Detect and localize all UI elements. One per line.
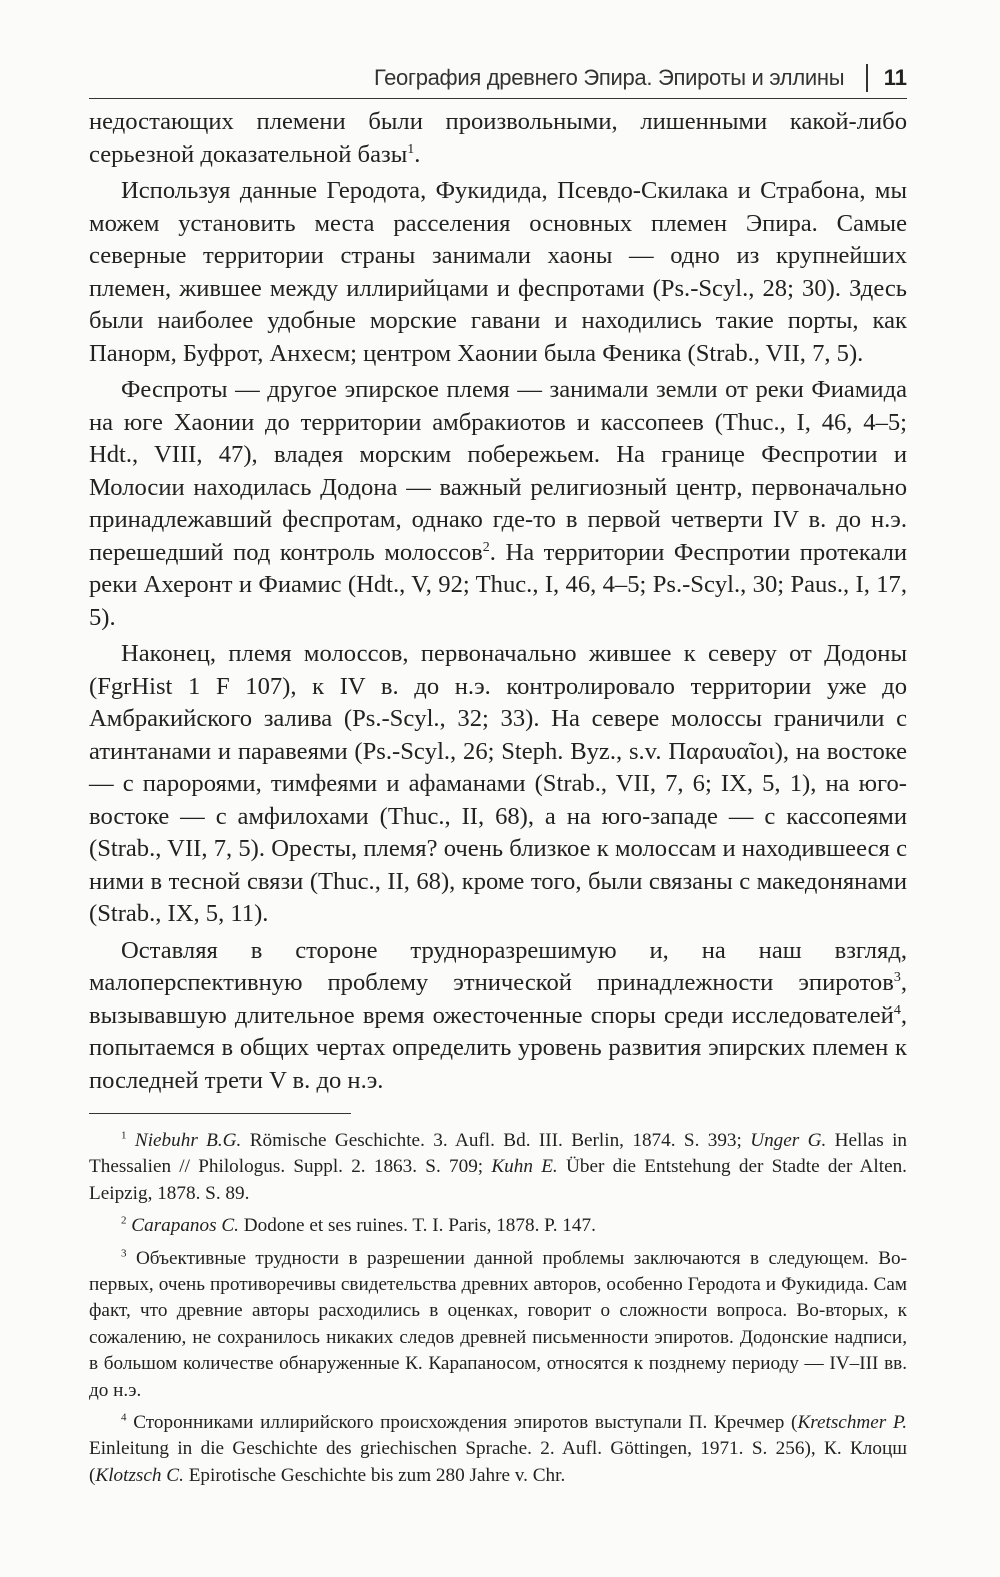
paragraph bbox=[89, 374, 907, 634]
running-head: География древнего Эпира. Эпироты и эллины bbox=[373, 65, 845, 90]
paragraph: Наконец, племя молоссов, первоначально жившее к северу от Додоны (FgrHist 1 F 107), к IV в. до н.э. контролировало территории уже до Амбракийского залива (Ps.-Scyl., 32; 33). На севере молоссы граничили с атинтанами и паравеями (Ps.-Scyl., 26; Steph. Byz., s.v. Παραυαῖοι), на востоке — с паророями, тимфеями и афаманами (Strab., VII, 7, 6; IX, 5, 1), на юго-востоке — с амфилохами (Thuc., II, 68), а на юго-западе — с кассопеями (Strab., VII, 7, 5). Оресты, племя? очень близкое к молоссам и находившееся с ними в тесной связи (Thuc., II, 68), кроме того, были связаны с македонянами (Strab., IX, 5, 11). bbox=[89, 640, 907, 927]
page-number: 11 bbox=[883, 65, 907, 90]
footnote-number: 3 bbox=[121, 1247, 127, 1260]
footnote-ref-4: 4 bbox=[893, 1002, 901, 1018]
author-name: Unger G. bbox=[750, 1130, 827, 1151]
footnote-4 bbox=[89, 1410, 907, 1489]
page-header bbox=[89, 58, 907, 99]
citation-text: Hellas in Thessalien // Philologus. Suppl. 2. 1863. S. 709; bbox=[89, 1130, 907, 1178]
footnote-2 bbox=[89, 1213, 907, 1239]
paragraph-text: , вызывавшую длительное время ожесточенные споры среди исследователей bbox=[89, 969, 907, 1029]
paragraph bbox=[89, 935, 907, 1098]
author-name: Kuhn E. bbox=[491, 1156, 558, 1178]
author-name: Niebuhr B.G. bbox=[134, 1130, 242, 1151]
footnotes bbox=[89, 1128, 907, 1495]
main-text bbox=[89, 106, 907, 1097]
paragraph-text: . На территории Феспротии протекали реки Ахеронт и Фиамис (Hdt., V, 92; Thuc., I, 46, 4–5; Ps.-Scyl., 30; Paus., I, 17, 5). bbox=[89, 538, 907, 631]
paragraph-text: , попытаемся в общих чертах определить уровень развития эпирских племен к последней трети V в. до н.э. bbox=[89, 1001, 907, 1094]
footnote-number: 1 bbox=[121, 1129, 127, 1142]
footnote-text: Объективные трудности в разрешении данной проблемы заключаются в следующем. Во-первых, очень противоречивы свидетельства древних авторов, особенно Геродота и Фукидида. Сам факт, что древние авторы расходились в оценках, говорит о сложности вопроса. Во-вторых, к сожалению, не сохранилось никаких следов древней письменности эпиротов. Додонские надписи, в большом количестве обнаруженные К. Карапаносом, относятся к позднему периоду — IV–III вв. до н.э. bbox=[89, 1247, 908, 1401]
footnote-divider bbox=[89, 1113, 351, 1114]
footnote-number: 2 bbox=[121, 1214, 127, 1227]
footnote-ref-1: 1 bbox=[407, 141, 415, 157]
paragraph-continued bbox=[89, 106, 907, 171]
citation-text: Einleitung in die Geschichte des griechischen Sprache. 2. Aufl. Göttingen, 1971. S. 256), К. Клоцш ( bbox=[89, 1438, 907, 1486]
citation-text: Epirotische Geschichte bis zum 280 Jahre v. Chr. bbox=[183, 1464, 566, 1486]
header-separator bbox=[866, 64, 868, 92]
paragraph: Используя данные Геродота, Фукидида, Псевдо-Скилака и Страбона, мы можем установить места расселения основных племен Эпира. Самые северные территории страны занимали хаоны — одно из крупнейших племен, жившее между иллирийцами и феспротами (Ps.-Scyl., 28; 30). Здесь были наиболее удобные морские гавани и находились такие порты, как Панорм, Буфрот, Анхесм; центром Хаонии была Феника (Strab., VII, 7, 5). bbox=[89, 177, 907, 367]
footnote-text: Сторонниками иллирийского происхождения эпиротов выступали П. Кречмер ( bbox=[133, 1412, 798, 1434]
footnote-3 bbox=[89, 1246, 907, 1404]
paragraph-text: Феспроты — другое эпирское племя — занимали земли от реки Фиамида на юге Хаонии до территории амбракиотов и кассопеев (Thuc., I, 46, 4–5; Hdt., VIII, 47), владея морским побережьем. На границе Феспротии и Молосии находилась Додона — важный религиозный центр, первоначально принадлежавший феспротам, однако где-то в первой четверти IV в. до н.э. перешедший под контроль молоссов bbox=[89, 376, 907, 566]
footnote-1 bbox=[89, 1128, 907, 1207]
paragraph-text: Оставляя в стороне трудноразрешимую и, на наш взгляд, малоперспективную проблему этнической принадлежности эпиротов bbox=[89, 936, 907, 996]
author-name: Kretschmer P. bbox=[797, 1412, 908, 1434]
paragraph-end: . bbox=[414, 140, 421, 168]
citation-text: Über die Entstehung der Stadte der Alten. Leipzig, 1878. S. 89. bbox=[89, 1156, 907, 1204]
footnote-ref-2: 2 bbox=[482, 539, 490, 555]
citation-text: Dodone et ses ruines. T. I. Paris, 1878. P. 147. bbox=[238, 1215, 596, 1237]
footnote-number: 4 bbox=[121, 1411, 127, 1424]
paragraph-text: недостающих племени были произвольными, лишенными какой-либо серьезной доказательной базы bbox=[89, 108, 907, 168]
footnote-ref-3: 3 bbox=[893, 969, 901, 985]
author-name: Carapanos C. bbox=[131, 1215, 239, 1237]
author-name: Klotzsch C. bbox=[95, 1464, 184, 1486]
citation-text: Römische Geschichte. 3. Aufl. Bd. III. Berlin, 1874. S. 393; bbox=[241, 1130, 751, 1151]
